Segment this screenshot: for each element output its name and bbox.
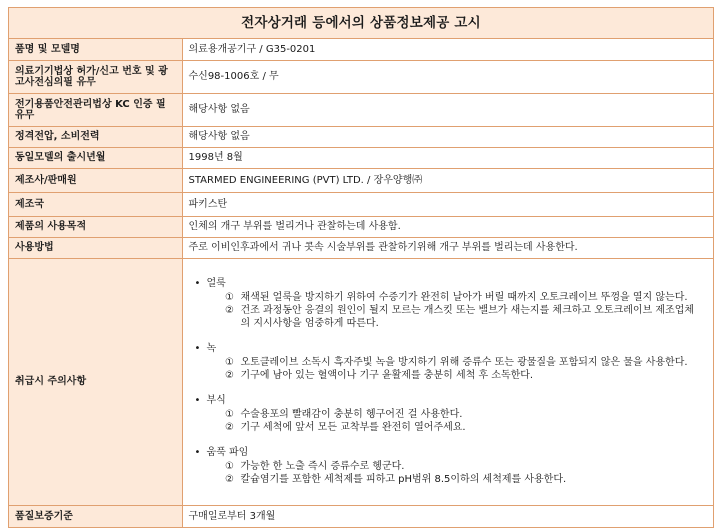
table-row xyxy=(9,216,713,237)
item-number: ① xyxy=(225,461,234,472)
item-number: ① xyxy=(225,357,234,368)
caution-section xyxy=(189,342,708,382)
table-row xyxy=(9,93,713,126)
row-label: 품명 및 모델명 xyxy=(9,39,182,60)
item-number: ① xyxy=(225,409,234,420)
notice-title: 전자상거래 등에서의 상품정보제공 고시 xyxy=(9,8,713,39)
table-row xyxy=(9,168,713,192)
row-value: 해당사항 없음 xyxy=(182,93,713,126)
table-row xyxy=(9,60,713,93)
row-label: 의료기기법상 허가/신고 번호 및 광고사전심의필 유무 xyxy=(9,60,182,93)
item-text: 건조 과정동안 응결의 원인이 될지 모르는 개스킷 또는 밸브가 새는지를 체크하고 오토크레이브 제조업체의 지시사항을 엄중하게 따른다. xyxy=(240,305,695,329)
row-label: 제품의 사용목적 xyxy=(9,216,182,237)
item-text: 기구 세척에 앞서 모든 교착부를 완전히 열어주세요. xyxy=(240,422,466,433)
table-row xyxy=(9,192,713,216)
item-text: 채색된 얼룩을 방지하기 위하여 수증기가 완전히 날아가 버릴 때까지 오토크레이브 뚜껑을 열지 않는다. xyxy=(240,292,688,303)
row-value: 의료용개공기구 / G35-0201 xyxy=(182,39,713,60)
item-number: ② xyxy=(225,422,234,433)
row-value: STARMED ENGINEERING (PVT) LTD. / 장우양행㈜ xyxy=(182,168,713,192)
row-label: 제조국 xyxy=(9,192,182,216)
item-number: ② xyxy=(225,305,234,316)
bullet: • xyxy=(194,395,201,406)
item-text: 기구에 남아 있는 혈액이나 기구 윤활제를 충분히 세척 후 소독한다. xyxy=(240,370,534,381)
section-heading: 얼룩 xyxy=(206,278,226,289)
row-value: 1998년 8월 xyxy=(182,147,713,168)
row-label: 사용방법 xyxy=(9,237,182,258)
product-info-notice xyxy=(8,7,714,528)
row-value: 수신98-1006호 / 무 xyxy=(182,60,713,93)
list-item xyxy=(219,421,708,434)
caution-section xyxy=(189,446,708,486)
section-heading: 녹 xyxy=(206,343,217,354)
bullet: • xyxy=(194,278,201,289)
list-item xyxy=(219,473,708,486)
row-label: 취급시 주의사항 xyxy=(9,258,182,505)
item-text: 가능한 한 노출 즉시 증류수로 헹군다. xyxy=(240,461,405,472)
item-number: ② xyxy=(225,370,234,381)
item-number: ② xyxy=(225,474,234,485)
row-value: 인체의 개구 부위를 벌리거나 관찰하는데 사용함. xyxy=(182,216,713,237)
row-label: 동일모델의 출시년월 xyxy=(9,147,182,168)
item-text: 오토클레이브 소독시 흑자주빛 녹을 방지하기 위해 증류수 또는 광물질을 포함되지 않은 물을 사용한다. xyxy=(240,357,688,368)
item-number: ① xyxy=(225,292,234,303)
row-value: 파키스탄 xyxy=(182,192,713,216)
list-item xyxy=(219,291,708,304)
list-item xyxy=(219,408,708,421)
bullet: • xyxy=(194,343,201,354)
row-label: 제조사/판매원 xyxy=(9,168,182,192)
table-row xyxy=(9,258,713,505)
section-heading: 부식 xyxy=(206,395,226,406)
table-row xyxy=(9,505,713,527)
section-heading: 움푹 파임 xyxy=(206,447,249,458)
caution-section xyxy=(189,277,708,330)
caution-section xyxy=(189,394,708,434)
product-info-table xyxy=(9,39,713,527)
table-row xyxy=(9,126,713,147)
row-value: 해당사항 없음 xyxy=(182,126,713,147)
table-row xyxy=(9,237,713,258)
list-item xyxy=(219,369,708,382)
row-value: 구매일로부터 3개월 xyxy=(182,505,713,527)
item-text: 수술용포의 빨래감이 충분히 헹구어진 걸 사용한다. xyxy=(240,409,463,420)
table-row xyxy=(9,147,713,168)
item-text: 칼슘염기를 포함한 세척제를 피하고 pH범위 8.5이하의 세척제를 사용한다. xyxy=(240,474,567,485)
row-value: 주로 이비인후과에서 귀나 콧속 시술부위를 관찰하기위해 개구 부위를 벌리는데 사용한다. xyxy=(182,237,713,258)
bullet: • xyxy=(194,447,201,458)
row-label: 품질보증기준 xyxy=(9,505,182,527)
table-row xyxy=(9,39,713,60)
row-label: 전기용품안전관리법상 KC 인증 필 유무 xyxy=(9,93,182,126)
row-label: 정격전압, 소비전력 xyxy=(9,126,182,147)
cautions-content xyxy=(182,258,713,505)
list-item xyxy=(219,356,708,369)
list-item xyxy=(219,304,708,330)
list-item xyxy=(219,460,708,473)
